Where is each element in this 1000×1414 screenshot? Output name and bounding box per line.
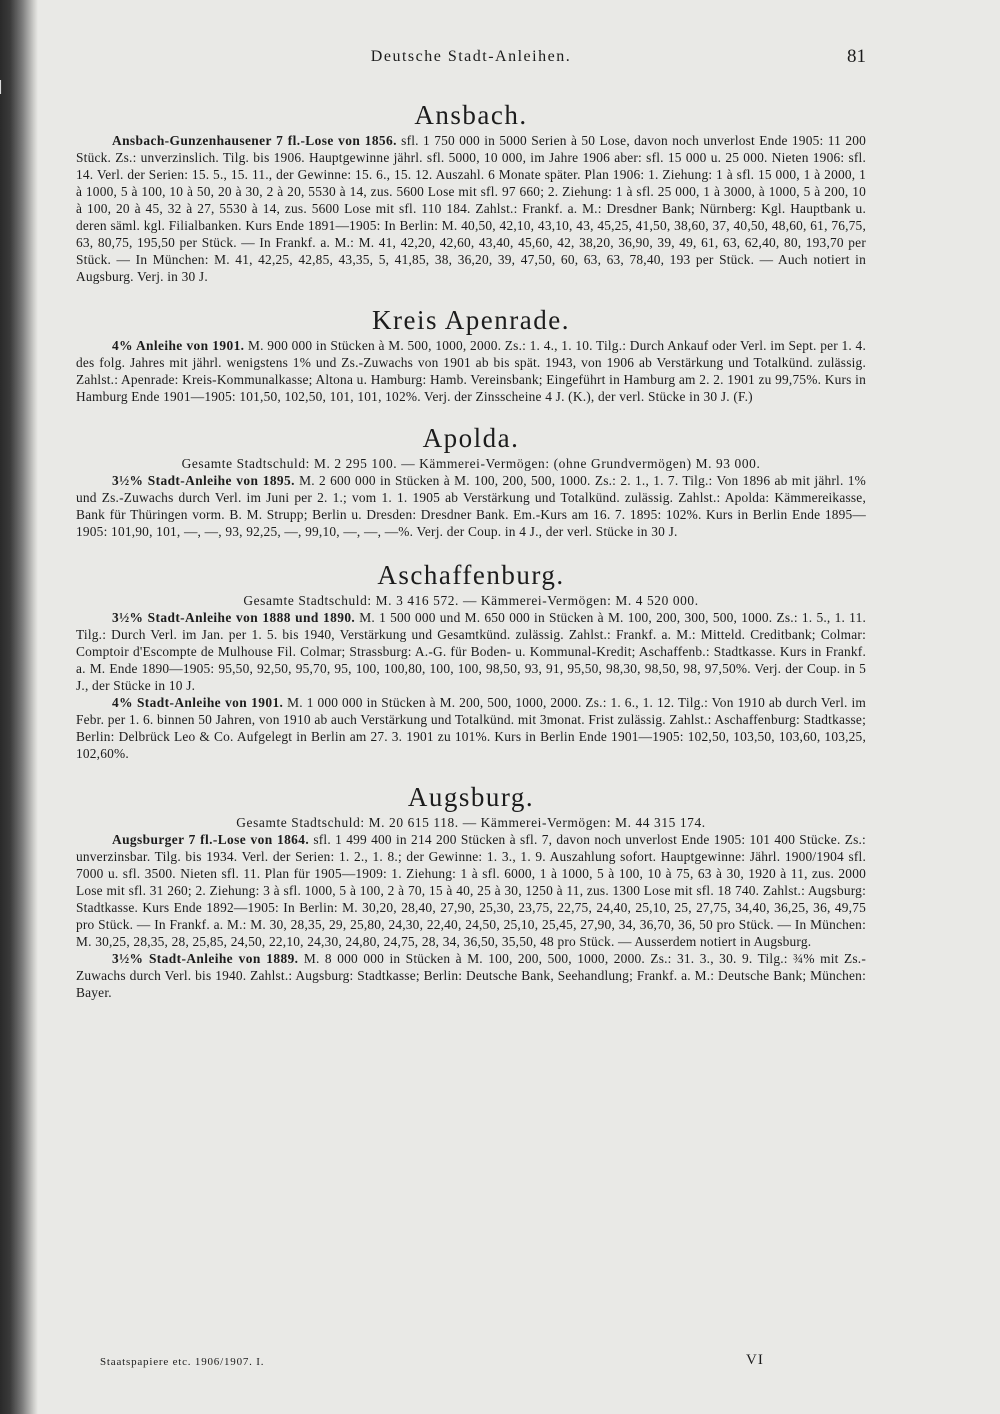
entry-title: 3½% Stadt-Anleihe von 1888 und 1890. <box>112 610 356 625</box>
entry <box>76 950 866 1001</box>
page-number: 81 <box>847 46 866 67</box>
entry-title: 4% Stadt-Anleihe von 1901. <box>112 695 284 710</box>
section-kreis-apenrade <box>76 303 866 405</box>
entry <box>76 831 866 950</box>
entry <box>76 132 866 285</box>
entry-title: 3½% Stadt-Anleihe von 1889. <box>112 951 299 966</box>
entry-text: M. 1 000 000 in Stücken à M. 200, 500, 1000, 2000. Zs.: 1. 6., 1. 12. Tilg.: Von 1910 ab durch Verl. im Febr. per 1. 6. binnen 50 Jahren, von 1910 ab auch Verstärkung und Totalkünd. mit 3monat. Frist zulässig. Zahlst.: Aschaffenburg: Stadtkasse; Berlin: Delbrück Leo & Co. Aufgelegt in Berlin am 27. 3. 1901 zu 101%. Kurs in Berlin Ende 1901—1905: 102,50, 103,50, 103,60, 103,25, 102,60%. <box>76 695 866 761</box>
section-ansbach <box>76 98 866 285</box>
entry-title: 3½% Stadt-Anleihe von 1895. <box>112 473 295 488</box>
entry <box>76 337 866 405</box>
entry-text: sfl. 1 750 000 in 5000 Serien à 50 Lose, davon noch unverlost Ende 1905: 11 200 Stück. Zs.: unverzinslich. Tilg. bis 1906. Hauptgewinne jährl. sfl. 5000, 10 000, im Jahre 1906 aber: sfl. 15 000 u. 25 000. Nieten 1906: sfl. 14. Verl. der Serien: 15. 5., 15. 11., der Gewinne: 15. 6., 15. 12. Auszahl. 6 Monate später. Plan 1906: 1. Ziehung: 1 à sfl. 15 000, 1 à 2000, 1 à 1000, 5 à 100, 10 à 50, 20 à 30, 2 à 20, 5530 à 14, zus. 5600 Lose mit sfl. 97 660; 2. Ziehung: 1 à sfl. 25 000, 1 à 3000, à 1000, 5 à 200, 10 à 100, 20 à 45, 32 à 27, 5530 à 14, zus. 5600 Lose mit sfl. 110 184. Zahlst.: Frankf. a. M.: Dresdner Bank; Nürnberg: Kgl. Hauptbank u. deren säml. kgl. Filialbanken. Kurs Ende 1891—1905: In Berlin: M. 40,50, 42,10, 43,10, 43, 45,25, 41,50, 38,60, 37, 40,50, 48,60, 61, 76,75, 63, 80,75, 195,50 per Stück. — In Frankf. a. M.: M. 41, 42,20, 42,60, 43,40, 45,60, 42, 38,20, 36,90, 39, 49, 61, 63, 62,40, 80, 193,70 per Stück. — In München: M. 41, 42,25, 42,85, 43,35, 5, 41,85, 38, 36,20, 39, 47,50, 60, 63, 63, 78,40, 193 per Stück. — Auch notiert in Augsburg. Verj. in 30 J. <box>76 133 867 284</box>
entry-title: Augsburger 7 fl.-Lose von 1864. <box>112 832 310 847</box>
margin-fragment: ▏ <box>0 80 10 94</box>
entry-text: M. 2 600 000 in Stücken à M. 100, 200, 500, 1000. Zs.: 2. 1., 1. 7. Tilg.: Von 1896 ab mit jährl. 1% und Zs.-Zuwachs durch Verl. im Juni per 2. 1.; vom 1. 1. 1905 ab Verstärkung und Totalkünd. zulässig. Zahlst.: Apolda: Kämmereikasse, Bank für Thüringen vorm. B. M. Strupp; Berlin u. Dresden: Dresdner Bank. Em.-Kurs am 16. 7. 1895: 102%. Kurs in Berlin Ende 1895—1905: 101,90, 101, —, —, 93, 92,25, —, 99,10, —, —, —%. Verj. der Coup. in 4 J., der verl. Stücke in 30 J. <box>76 473 866 539</box>
section-lead: Gesamte Stadtschuld: M. 20 615 118. — Kämmerei-Vermögen: M. 44 315 174. <box>236 815 706 830</box>
section-augsburg <box>76 780 866 1001</box>
section-heading: Apolda. <box>422 423 520 453</box>
entry <box>76 609 866 694</box>
section-heading: Augsburg. <box>407 782 535 812</box>
running-title: Deutsche Stadt-Anleihen. <box>370 48 572 65</box>
entry <box>76 472 866 540</box>
footer-signature: VI <box>746 1352 764 1368</box>
entry-text: M. 900 000 in Stücken à M. 500, 1000, 2000. Zs.: 1. 4., 1. 10. Tilg.: Durch Ankauf oder Verl. im Sept. per 1. 4. des folg. Jahres mit jährl. wenigstens 1% und Zs.-Zuwachs von 1901 ab bis spät. 1943, von 1906 ab Verstärkung und Totalkünd. zulässig. Zahlst.: Apenrade: Kreis-Kommunalkasse; Altona u. Hamburg: Hamb. Vereinsbank; Eingeführt in Hamburg am 2. 2. 1901 zu 99,75%. Kurs in Hamburg Ende 1901—1905: 101,50, 102,50, 101, 101, 102%. Verj. der Zinsscheine 4 J. (K.), der verl. Stücke in 30 J. (F.) <box>76 338 866 404</box>
entry-text: sfl. 1 499 400 in 214 200 Stücken à sfl. 7, davon noch unverlost Ende 1905: 101 400 Stücke. Zs.: unverzinsbar. Tilg. bis 1934. Verl. der Serien: 1. 2., 1. 8.; der Gewinne: 1. 3., 1. 9. Auszahlung sofort. Hauptgewinne: Jährl. 1900/1904 sfl. 7000 u. sfl. 3500. Nieten sfl. 11. Plan für 1905—1909: 1. Ziehung: 1 à sfl. 6000, 1 à 1000, 5 à 100, 10 à 75, 63 à 30, 1920 à 11, zus. 2000 Lose mit sfl. 31 260; 2. Ziehung: 3 à sfl. 1000, 5 à 100, 2 à 70, 15 à 40, 25 à 30, 1250 à 11, zus. 1300 Lose mit sfl. 18 740. Zahlst.: Augsburg: Stadtkasse. Kurs Ende 1892—1905: In Berlin: M. 30,20, 28,40, 27,90, 25,30, 23,75, 22,75, 24,40, 25,10, 25, 27,75, 34,40, 36,25, 36, 49,75 pro Stück. — In Frankf. a. M.: M. 30, 28,35, 29, 25,80, 24,30, 22,40, 24,50, 25,10, 25,45, 27,90, 34, 36,70, 36, 50 pro Stück. — In München: M. 30,25, 28,35, 28, 25,85, 24,50, 22,10, 24,30, 24,80, 24,75, 28, 34, 36,50, 35,50, 48 pro Stück. — Ausserdem notiert in Augsburg. <box>76 832 866 949</box>
section-heading: Aschaffenburg. <box>377 560 565 590</box>
entry-title: 4% Anleihe von 1901. <box>112 338 245 353</box>
section-apolda <box>76 421 866 540</box>
section-heading: Kreis Apenrade. <box>372 305 570 335</box>
section-lead: Gesamte Stadtschuld: M. 2 295 100. — Kämmerei-Vermögen: (ohne Grundvermögen) M. 93 000. <box>181 456 761 471</box>
entry <box>76 694 866 762</box>
binding-shadow <box>0 0 38 1414</box>
entry-title: Ansbach-Gunzenhausener 7 fl.-Lose von 1856. <box>112 133 397 148</box>
section-aschaffenburg <box>76 558 866 762</box>
running-head <box>76 40 866 80</box>
entry-text: M. 1 500 000 und M. 650 000 in Stücken à M. 100, 200, 300, 500, 1000. Zs.: 1. 5., 1. 11. Tilg.: Durch Verl. im Jan. per 1. 5. bis 1940, Verstärkung und Gesamtkünd. zulässig. Zahlst.: Frankf. a. M.: Mitteld. Creditbank; Colmar: Comptoir d'Escompte de Mulhouse Fil. Colmar; Strassburg: A.-G. für Boden- u. Kommunal-Kredit; Aschaffenb.: Stadtkasse. Kurs in Frankf. a. M. Ende 1890—1905: 95,50, 92,50, 95,70, 95, 100, 100,80, 100, 100, 98,50, 93, 91, 95,50, 98,30, 98,50, 98, 97,50%. Verj. der Coup. in 5 J., der Stücke in 10 J. <box>76 610 867 693</box>
section-heading: Ansbach. <box>414 100 528 130</box>
entry-text: M. 8 000 000 in Stücken à M. 100, 200, 500, 1000, 2000. Zs.: 31. 3., 30. 9. Tilg.: ¾% mit Zs.-Zuwachs durch Verl. bis 1940. Zahlst.: Augsburg: Stadtkasse; Berlin: Deutsche Bank, Seehandlung; Frankf. a. M.: Deutsche Bank; München: Bayer. <box>76 951 866 1000</box>
footer-imprint: Staatspapiere etc. 1906/1907. I. <box>100 1356 265 1368</box>
document-page <box>76 40 866 1001</box>
section-lead: Gesamte Stadtschuld: M. 3 416 572. — Kämmerei-Vermögen: M. 4 520 000. <box>243 593 699 608</box>
